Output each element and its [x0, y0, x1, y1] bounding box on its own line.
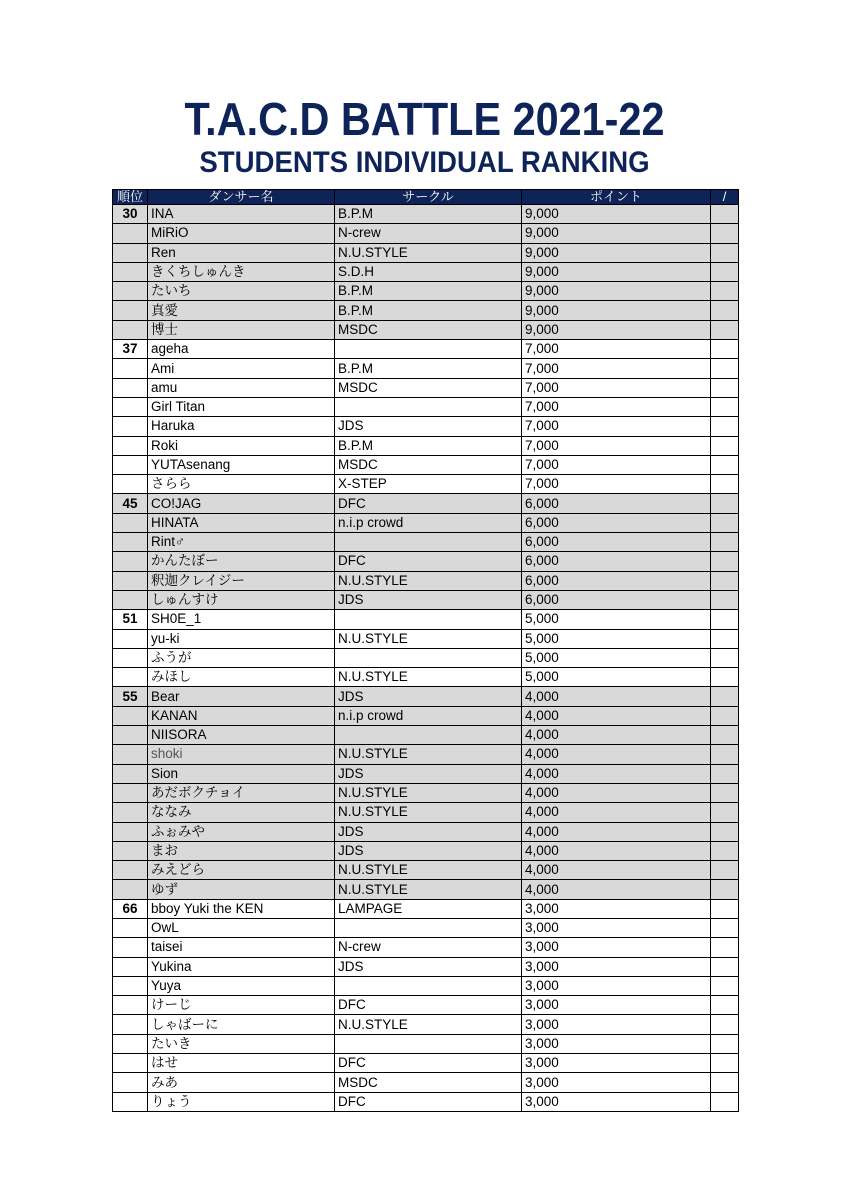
circle-cell: N.U.STYLE	[335, 668, 522, 687]
blank-cell	[711, 1092, 739, 1111]
points-cell: 6,000	[522, 590, 711, 609]
table-row	[113, 378, 739, 397]
points-cell: 7,000	[522, 378, 711, 397]
dancer-name-cell: Girl Titan	[148, 397, 335, 416]
table-row	[113, 475, 739, 494]
table-row	[113, 764, 739, 783]
dancer-name-cell: 真愛	[148, 301, 335, 320]
table-row	[113, 417, 739, 436]
table-row	[113, 822, 739, 841]
points-cell: 4,000	[522, 783, 711, 802]
points-cell: 7,000	[522, 397, 711, 416]
circle-cell: JDS	[335, 764, 522, 783]
dancer-name-cell: YUTAsenang	[148, 455, 335, 474]
points-cell: 3,000	[522, 976, 711, 995]
points-cell: 4,000	[522, 822, 711, 841]
dancer-name-cell: yu-ki	[148, 629, 335, 648]
points-cell: 3,000	[522, 1092, 711, 1111]
blank-cell	[711, 571, 739, 590]
blank-cell	[711, 899, 739, 918]
dancer-name-cell: SH0E_1	[148, 610, 335, 629]
points-cell: 4,000	[522, 880, 711, 899]
points-cell: 6,000	[522, 494, 711, 513]
circle-cell: JDS	[335, 417, 522, 436]
circle-cell: JDS	[335, 822, 522, 841]
rank-cell	[113, 1073, 148, 1092]
table-row	[113, 533, 739, 552]
rank-cell	[113, 513, 148, 532]
circle-cell: X-STEP	[335, 475, 522, 494]
table-header-row	[113, 190, 739, 205]
circle-cell: B.P.M	[335, 301, 522, 320]
blank-cell	[711, 1073, 739, 1092]
circle-cell	[335, 1034, 522, 1053]
dancer-name-cell: KANAN	[148, 706, 335, 725]
circle-cell: DFC	[335, 1092, 522, 1111]
circle-cell: DFC	[335, 552, 522, 571]
blank-cell	[711, 397, 739, 416]
rank-cell	[113, 301, 148, 320]
points-cell: 7,000	[522, 436, 711, 455]
table-row	[113, 803, 739, 822]
points-cell: 9,000	[522, 262, 711, 281]
circle-cell: B.P.M	[335, 359, 522, 378]
table-row	[113, 1054, 739, 1073]
points-cell: 9,000	[522, 205, 711, 224]
table-row	[113, 880, 739, 899]
circle-cell: S.D.H	[335, 262, 522, 281]
table-row	[113, 1092, 739, 1111]
dancer-name-cell: NIISORA	[148, 726, 335, 745]
table-row	[113, 861, 739, 880]
dancer-name-cell: りょう	[148, 1092, 335, 1111]
circle-cell: N.U.STYLE	[335, 783, 522, 802]
table-row	[113, 262, 739, 281]
rank-cell: 30	[113, 205, 148, 224]
points-cell: 3,000	[522, 1015, 711, 1034]
rank-cell	[113, 1092, 148, 1111]
rank-cell	[113, 397, 148, 416]
dancer-name-cell: みあ	[148, 1073, 335, 1092]
blank-cell	[711, 590, 739, 609]
dancer-name-cell: しゅんすけ	[148, 590, 335, 609]
circle-cell: B.P.M	[335, 205, 522, 224]
blank-cell	[711, 455, 739, 474]
blank-cell	[711, 996, 739, 1015]
blank-cell	[711, 822, 739, 841]
circle-cell: N-crew	[335, 224, 522, 243]
circle-cell	[335, 726, 522, 745]
points-cell: 6,000	[522, 513, 711, 532]
circle-cell: N.U.STYLE	[335, 571, 522, 590]
rank-cell	[113, 224, 148, 243]
dancer-name-cell: みほし	[148, 668, 335, 687]
circle-cell: N.U.STYLE	[335, 880, 522, 899]
blank-cell	[711, 957, 739, 976]
table-row	[113, 1073, 739, 1092]
points-cell: 9,000	[522, 301, 711, 320]
page-title: T.A.C.D BATTLE 2021-22	[184, 93, 665, 145]
column-header-dancer-name: ダンサー名	[148, 190, 335, 205]
points-cell: 4,000	[522, 706, 711, 725]
rank-cell	[113, 996, 148, 1015]
rank-cell	[113, 726, 148, 745]
rank-cell	[113, 668, 148, 687]
rank-cell	[113, 629, 148, 648]
rank-cell: 66	[113, 899, 148, 918]
dancer-name-cell: 博士	[148, 320, 335, 339]
points-cell: 3,000	[522, 899, 711, 918]
table-row	[113, 938, 739, 957]
points-cell: 7,000	[522, 475, 711, 494]
blank-cell	[711, 243, 739, 262]
rank-cell	[113, 282, 148, 301]
circle-cell: JDS	[335, 841, 522, 860]
rank-cell	[113, 1054, 148, 1073]
circle-cell: n.i.p crowd	[335, 706, 522, 725]
dancer-name-cell: Rint♂	[148, 533, 335, 552]
circle-cell: MSDC	[335, 378, 522, 397]
points-cell: 3,000	[522, 996, 711, 1015]
points-cell: 7,000	[522, 455, 711, 474]
blank-cell	[711, 494, 739, 513]
blank-cell	[711, 320, 739, 339]
dancer-name-cell: あだボクチョイ	[148, 783, 335, 802]
rank-cell	[113, 1015, 148, 1034]
rank-cell	[113, 957, 148, 976]
dancer-name-cell: Sion	[148, 764, 335, 783]
table-body	[113, 205, 739, 1112]
table-row	[113, 301, 739, 320]
dancer-name-cell: shoki	[148, 745, 335, 764]
blank-cell	[711, 783, 739, 802]
dancer-name-cell: しゃばーに	[148, 1015, 335, 1034]
dancer-name-cell: たいき	[148, 1034, 335, 1053]
table-row	[113, 899, 739, 918]
rank-cell	[113, 320, 148, 339]
dancer-name-cell: 釈迦クレイジー	[148, 571, 335, 590]
table-row	[113, 359, 739, 378]
dancer-name-cell: はせ	[148, 1054, 335, 1073]
dancer-name-cell: Yuya	[148, 976, 335, 995]
page-subtitle: STUDENTS INDIVIDUAL RANKING	[199, 146, 650, 179]
rank-cell	[113, 417, 148, 436]
points-cell: 3,000	[522, 918, 711, 937]
table-row	[113, 1015, 739, 1034]
blank-cell	[711, 205, 739, 224]
blank-cell	[711, 976, 739, 995]
circle-cell: N-crew	[335, 938, 522, 957]
circle-cell: MSDC	[335, 455, 522, 474]
circle-cell	[335, 340, 522, 359]
rank-cell	[113, 378, 148, 397]
dancer-name-cell: Ami	[148, 359, 335, 378]
ranking-table	[112, 189, 739, 1112]
circle-cell: DFC	[335, 494, 522, 513]
table-row	[113, 648, 739, 667]
circle-cell: JDS	[335, 957, 522, 976]
rank-cell: 51	[113, 610, 148, 629]
circle-cell: JDS	[335, 687, 522, 706]
rank-cell	[113, 822, 148, 841]
rank-cell: 37	[113, 340, 148, 359]
blank-cell	[711, 687, 739, 706]
blank-cell	[711, 706, 739, 725]
rank-cell	[113, 803, 148, 822]
dancer-name-cell: Ren	[148, 243, 335, 262]
points-cell: 7,000	[522, 359, 711, 378]
rank-cell	[113, 880, 148, 899]
circle-cell	[335, 533, 522, 552]
blank-cell	[711, 340, 739, 359]
blank-cell	[711, 475, 739, 494]
blank-cell	[711, 841, 739, 860]
dancer-name-cell: ななみ	[148, 803, 335, 822]
table-row	[113, 629, 739, 648]
dancer-name-cell: Yukina	[148, 957, 335, 976]
table-row	[113, 841, 739, 860]
table-row	[113, 340, 739, 359]
blank-cell	[711, 745, 739, 764]
circle-cell: MSDC	[335, 320, 522, 339]
blank-cell	[711, 513, 739, 532]
blank-cell	[711, 552, 739, 571]
dancer-name-cell: MiRiO	[148, 224, 335, 243]
points-cell: 6,000	[522, 571, 711, 590]
dancer-name-cell: taisei	[148, 938, 335, 957]
table-row	[113, 687, 739, 706]
rank-cell	[113, 861, 148, 880]
points-cell: 9,000	[522, 243, 711, 262]
table-row	[113, 996, 739, 1015]
rank-cell: 55	[113, 687, 148, 706]
circle-cell: LAMPAGE	[335, 899, 522, 918]
points-cell: 9,000	[522, 320, 711, 339]
blank-cell	[711, 629, 739, 648]
table-row	[113, 282, 739, 301]
blank-cell	[711, 726, 739, 745]
blank-cell	[711, 648, 739, 667]
points-cell: 3,000	[522, 1034, 711, 1053]
blank-cell	[711, 610, 739, 629]
circle-cell: DFC	[335, 1054, 522, 1073]
dancer-name-cell: きくちしゅんき	[148, 262, 335, 281]
points-cell: 5,000	[522, 629, 711, 648]
blank-cell	[711, 262, 739, 281]
points-cell: 4,000	[522, 687, 711, 706]
rank-cell	[113, 475, 148, 494]
rank-cell	[113, 918, 148, 937]
circle-cell	[335, 976, 522, 995]
circle-cell: JDS	[335, 590, 522, 609]
column-header-circle: サークル	[335, 190, 522, 205]
points-cell: 5,000	[522, 668, 711, 687]
blank-cell	[711, 359, 739, 378]
points-cell: 5,000	[522, 648, 711, 667]
table-row	[113, 436, 739, 455]
rank-cell	[113, 764, 148, 783]
points-cell: 3,000	[522, 1073, 711, 1092]
dancer-name-cell: ふぉみや	[148, 822, 335, 841]
table-row	[113, 455, 739, 474]
points-cell: 3,000	[522, 957, 711, 976]
blank-cell	[711, 1054, 739, 1073]
points-cell: 3,000	[522, 1054, 711, 1073]
rank-cell	[113, 533, 148, 552]
blank-cell	[711, 1034, 739, 1053]
dancer-name-cell: けーじ	[148, 996, 335, 1015]
rank-cell	[113, 706, 148, 725]
table-row	[113, 783, 739, 802]
circle-cell: MSDC	[335, 1073, 522, 1092]
table-row	[113, 706, 739, 725]
table-row	[113, 590, 739, 609]
table-row	[113, 224, 739, 243]
dancer-name-cell: bboy Yuki the KEN	[148, 899, 335, 918]
dancer-name-cell: さらら	[148, 475, 335, 494]
circle-cell	[335, 397, 522, 416]
table-row	[113, 976, 739, 995]
rank-cell	[113, 262, 148, 281]
rank-cell	[113, 648, 148, 667]
rank-cell	[113, 571, 148, 590]
blank-cell	[711, 880, 739, 899]
points-cell: 7,000	[522, 417, 711, 436]
blank-cell	[711, 436, 739, 455]
blank-cell	[711, 224, 739, 243]
table-row	[113, 745, 739, 764]
dancer-name-cell: OwL	[148, 918, 335, 937]
points-cell: 4,000	[522, 726, 711, 745]
dancer-name-cell: amu	[148, 378, 335, 397]
column-header-slash: /	[711, 190, 739, 205]
blank-cell	[711, 1015, 739, 1034]
table-row	[113, 320, 739, 339]
blank-cell	[711, 378, 739, 397]
table-row	[113, 243, 739, 262]
dancer-name-cell: ふうが	[148, 648, 335, 667]
circle-cell: N.U.STYLE	[335, 803, 522, 822]
rank-cell	[113, 783, 148, 802]
rank-cell	[113, 359, 148, 378]
points-cell: 4,000	[522, 745, 711, 764]
points-cell: 9,000	[522, 282, 711, 301]
points-cell: 4,000	[522, 764, 711, 783]
blank-cell	[711, 938, 739, 957]
circle-cell: N.U.STYLE	[335, 745, 522, 764]
rank-cell: 45	[113, 494, 148, 513]
dancer-name-cell: たいち	[148, 282, 335, 301]
circle-cell: B.P.M	[335, 282, 522, 301]
blank-cell	[711, 668, 739, 687]
dancer-name-cell: ゆず	[148, 880, 335, 899]
rank-cell	[113, 455, 148, 474]
dancer-name-cell: CO!JAG	[148, 494, 335, 513]
rank-cell	[113, 938, 148, 957]
table-row	[113, 552, 739, 571]
dancer-name-cell: かんたぼー	[148, 552, 335, 571]
points-cell: 6,000	[522, 533, 711, 552]
dancer-name-cell: Haruka	[148, 417, 335, 436]
blank-cell	[711, 533, 739, 552]
rank-cell	[113, 841, 148, 860]
dancer-name-cell: まお	[148, 841, 335, 860]
rank-cell	[113, 1034, 148, 1053]
rank-cell	[113, 552, 148, 571]
circle-cell	[335, 648, 522, 667]
dancer-name-cell: Roki	[148, 436, 335, 455]
table-row	[113, 494, 739, 513]
points-cell: 4,000	[522, 861, 711, 880]
blank-cell	[711, 417, 739, 436]
circle-cell: N.U.STYLE	[335, 1015, 522, 1034]
rank-cell	[113, 590, 148, 609]
table-row	[113, 726, 739, 745]
blank-cell	[711, 803, 739, 822]
dancer-name-cell: ageha	[148, 340, 335, 359]
table-row	[113, 668, 739, 687]
points-cell: 7,000	[522, 340, 711, 359]
table-row	[113, 610, 739, 629]
table-row	[113, 397, 739, 416]
circle-cell: N.U.STYLE	[335, 861, 522, 880]
rank-cell	[113, 745, 148, 764]
table-row	[113, 957, 739, 976]
points-cell: 3,000	[522, 938, 711, 957]
column-header-points: ポイント	[522, 190, 711, 205]
circle-cell: N.U.STYLE	[335, 243, 522, 262]
rank-cell	[113, 243, 148, 262]
points-cell: 4,000	[522, 841, 711, 860]
table-row	[113, 1034, 739, 1053]
points-cell: 9,000	[522, 224, 711, 243]
circle-cell	[335, 610, 522, 629]
circle-cell: N.U.STYLE	[335, 629, 522, 648]
rank-cell	[113, 436, 148, 455]
table-row	[113, 513, 739, 532]
dancer-name-cell: INA	[148, 205, 335, 224]
blank-cell	[711, 918, 739, 937]
circle-cell: DFC	[335, 996, 522, 1015]
table-row	[113, 918, 739, 937]
dancer-name-cell: Bear	[148, 687, 335, 706]
rank-cell	[113, 976, 148, 995]
points-cell: 4,000	[522, 803, 711, 822]
blank-cell	[711, 282, 739, 301]
dancer-name-cell: みえどら	[148, 861, 335, 880]
dancer-name-cell: HINATA	[148, 513, 335, 532]
column-header-rank: 順位	[113, 190, 148, 205]
circle-cell: B.P.M	[335, 436, 522, 455]
circle-cell	[335, 918, 522, 937]
blank-cell	[711, 301, 739, 320]
table-row	[113, 205, 739, 224]
points-cell: 5,000	[522, 610, 711, 629]
points-cell: 6,000	[522, 552, 711, 571]
blank-cell	[711, 861, 739, 880]
table-row	[113, 571, 739, 590]
circle-cell: n.i.p crowd	[335, 513, 522, 532]
blank-cell	[711, 764, 739, 783]
